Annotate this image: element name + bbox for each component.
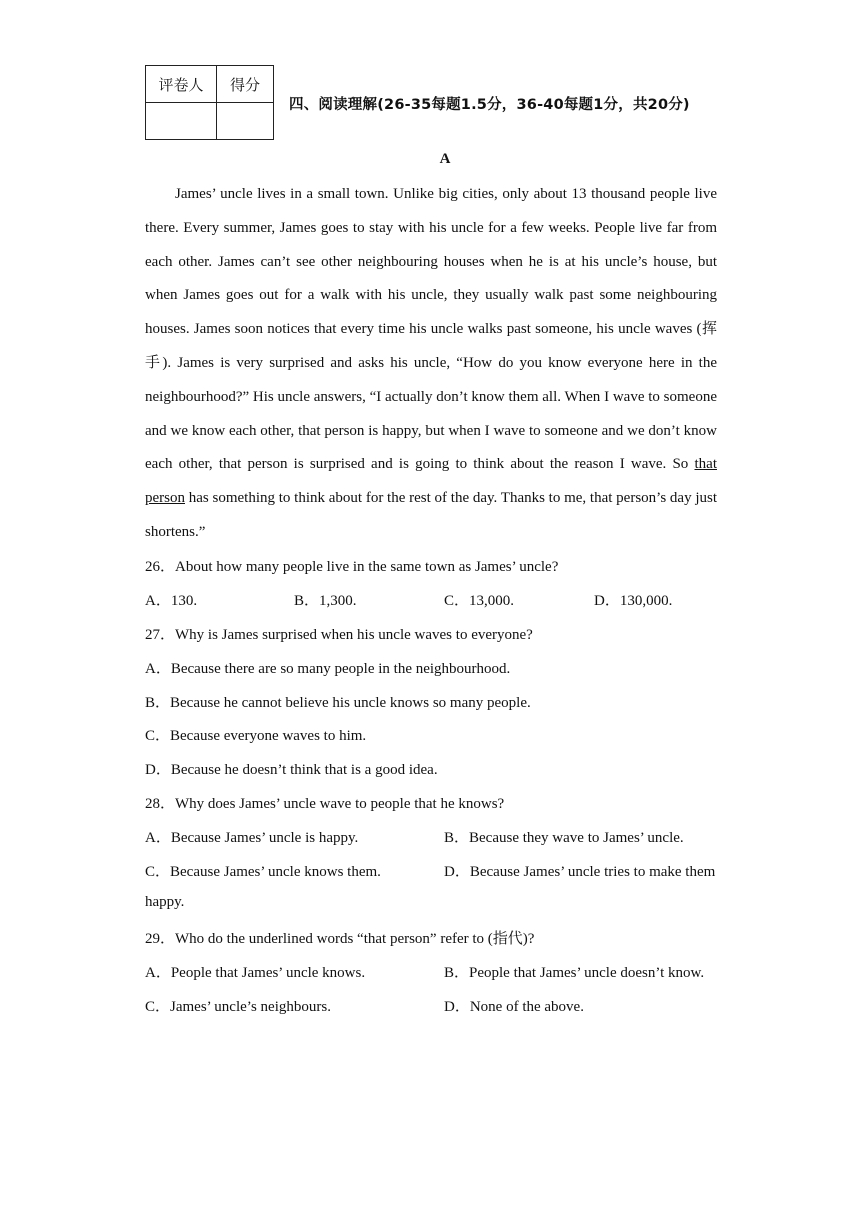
q28-option-d-continued: happy. [145, 894, 185, 910]
score-table [145, 65, 274, 140]
q27-option-a: A．Because there are so many people in the neighbourhood. [145, 661, 511, 677]
q27-option-b: B．Because he cannot believe his uncle knows so many people. [145, 695, 531, 711]
passage-text-after: has something to think about for the rest of the day. Thanks to me, that person’s day just shortens.” [145, 490, 717, 540]
section-title: 四、阅读理解(26-35每题1.5分，36-40每题1分，共20分) [289, 97, 690, 113]
question-29-stem: 29．Who do the underlined words “that person” refer to (指代)? [145, 931, 535, 947]
question-28-stem: 28．Why does James’ uncle wave to people that he knows? [145, 796, 505, 812]
q27-option-c: C．Because everyone waves to him. [145, 728, 367, 744]
q26-option-a: A．130. [145, 593, 198, 609]
q29-option-d: D．None of the above. [444, 999, 584, 1015]
grader-cell [146, 103, 217, 140]
q29-option-c: C．James’ uncle’s neighbours. [145, 999, 331, 1015]
passage-text-before: James’ uncle lives in a small town. Unlike big cities, only about 13 thousand people live there. Every summer, James goes to stay with his uncle for a few weeks. People live far from each other. James can’t see other neighbouring houses when he is at his uncle’s house, but when James goes out for a walk with his uncle, they usually walk past some neighbouring houses. James soon notices that every time his uncle walks past someone, his uncle waves (挥手). James is very surprised and asks his uncle, “How do you know everyone here in the neighbourhood?” His uncle answers, “I actually don’t know them all. When I wave to someone and we know each other, that person is happy, but when I wave to someone and we don’t know each other, that person is surprised and is going to think about the reason I wave. So [145, 186, 717, 473]
q28-option-c: C．Because James’ uncle knows them. [145, 864, 381, 880]
q28-option-b: B．Because they wave to James’ uncle. [444, 830, 684, 846]
grader-header: 评卷人 [146, 66, 217, 103]
q29-option-a: A．People that James’ uncle knows. [145, 965, 366, 981]
q28-option-a: A．Because James’ uncle is happy. [145, 830, 359, 846]
score-cell [217, 103, 274, 140]
q27-option-d: D．Because he doesn’t think that is a good idea. [145, 762, 438, 778]
question-27-stem: 27．Why is James surprised when his uncle waves to everyone? [145, 627, 533, 643]
question-26-stem: 26．About how many people live in the same town as James’ uncle? [145, 559, 559, 575]
q26-option-d: D．130,000. [594, 593, 673, 609]
q26-option-b: B．1,300. [294, 593, 357, 609]
passage-letter: A [439, 151, 451, 167]
q26-option-c: C．13,000. [444, 593, 515, 609]
q28-option-d: D．Because James’ uncle tries to make them [444, 864, 716, 880]
q29-option-b: B．People that James’ uncle doesn’t know. [444, 965, 705, 981]
passage-text [145, 178, 717, 550]
score-header: 得分 [217, 66, 274, 103]
underlined-phrase: that person [145, 456, 717, 507]
